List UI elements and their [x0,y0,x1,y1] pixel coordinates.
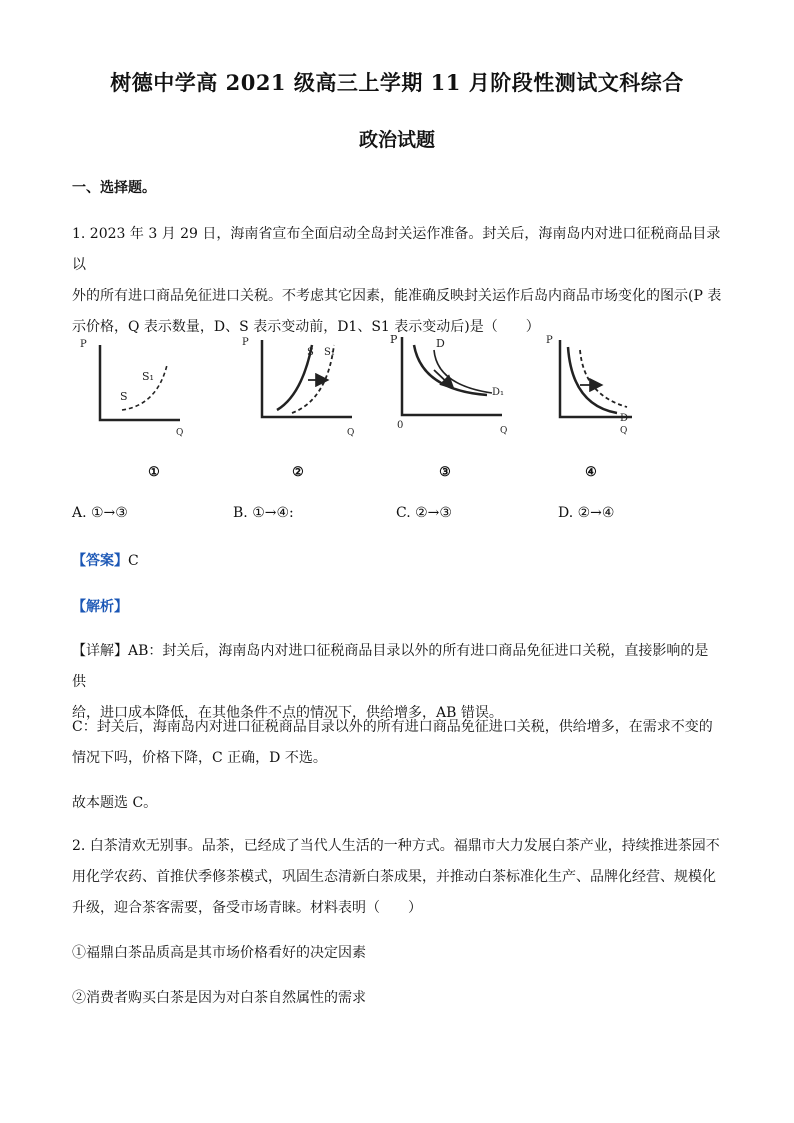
q2-stem [72,831,722,924]
figure-1 [100,345,180,420]
fig2-number: ② [292,465,304,480]
q2-stem-line1: 2. 白茶清欢无别事。品茶，已经成了当代人生活的一种方式。福鼎市大力发展白茶产业，持续推进茶园不 [72,838,720,854]
answer-tag: 【答案】 [72,553,128,569]
detail-line1: AB：封关后，海南岛内对进口征税商品目录以外的所有进口商品免征进口关税，直接影响的是供 [72,643,709,690]
q2-stem-line2: 用化学农药、首推伏季修茶模式，巩固生态清新白茶成果，并推动白茶标准化生产、品牌化经营、规模化 [72,869,716,885]
q2-stem-line3: 升级，迎合茶客需要，备受市场青睐。材料表明（ ） [72,900,422,916]
c-line1: C：封关后，海南岛内对进口征税商品目录以外的所有进口商品免征进口关税，供给增多，在需求不变的 [72,719,713,735]
option-b: B. ①→④: [233,505,294,521]
fig2-q-label: Q [347,428,355,438]
option-c: C. ②→③ [396,505,452,521]
answer-line [72,546,722,577]
c-block [72,712,722,774]
fig3-curve-d: D [436,337,445,350]
fig4-curve-d: D [620,413,629,424]
conclusion: 故本题选 C。 [72,795,158,811]
analysis-line [72,592,722,623]
fig3-number: ③ [439,465,451,480]
answer-value: C [128,553,139,569]
analysis-tag: 【解析】 [72,599,128,615]
fig1-curve-s: S [120,390,128,403]
q1-figures [72,325,632,465]
option-d: D. ②→④ [558,505,615,521]
section-title: 一、选择题。 [72,180,156,196]
fig3-p-label: P [390,333,398,346]
fig2-curve-s1: S₁ [324,347,335,358]
fig3-q-label: Q [500,426,508,436]
figure-3 [402,337,505,415]
fig3-origin: 0 [397,420,404,431]
exam-subtitle: 政治试题 [358,129,435,151]
q1-stem-line1: 1. 2023 年 3 月 29 日，海南省宣布全面启动全岛封关运作准备。封关后，海南岛内对进口征税商品目录以 [72,226,721,273]
detail-tag: 【详解】 [72,643,128,659]
fig4-q-label: Q [620,426,628,436]
fig2-p-label: P [242,337,249,348]
fig1-p-label: P [80,339,87,350]
fig4-p-label: P [546,335,553,346]
figure-4 [560,340,632,417]
q2-item1: ①福鼎白茶品质高是其市场价格看好的决定因素 [72,945,366,961]
fig2-curve-s: S [307,347,314,358]
exam-title: 树德中学高 2021 级高三上学期 11 月阶段性测试文科综合 [110,70,684,95]
fig1-q-label: Q [176,428,184,438]
option-a: A. ①→③ [72,505,128,521]
fig3-curve-d1: D₁ [492,387,505,398]
q1-stem-line2: 外的所有进口商品免征进口关税。不考虑其它因素，能准确反映封关运作后岛内商品市场变化的图示(P 表 [72,288,722,304]
fig1-number: ① [148,465,160,480]
q1-stem-line3: 示价格，Q 表示数量，D、S 表示变动前，D1、S1 表示变动后)是（ ） [72,319,540,335]
fig1-curve-s1: S₁ [142,370,154,383]
q2-item2: ②消费者购买白茶是因为对白茶自然属性的需求 [72,990,366,1006]
fig4-number: ④ [585,465,597,480]
c-line2: 情况下吗，价格下降，C 正确，D 不选。 [72,750,327,766]
detail-line2: 给，进口成本降低，在其他条件不点的情况下，供给增多，AB 错误。 [72,705,503,721]
